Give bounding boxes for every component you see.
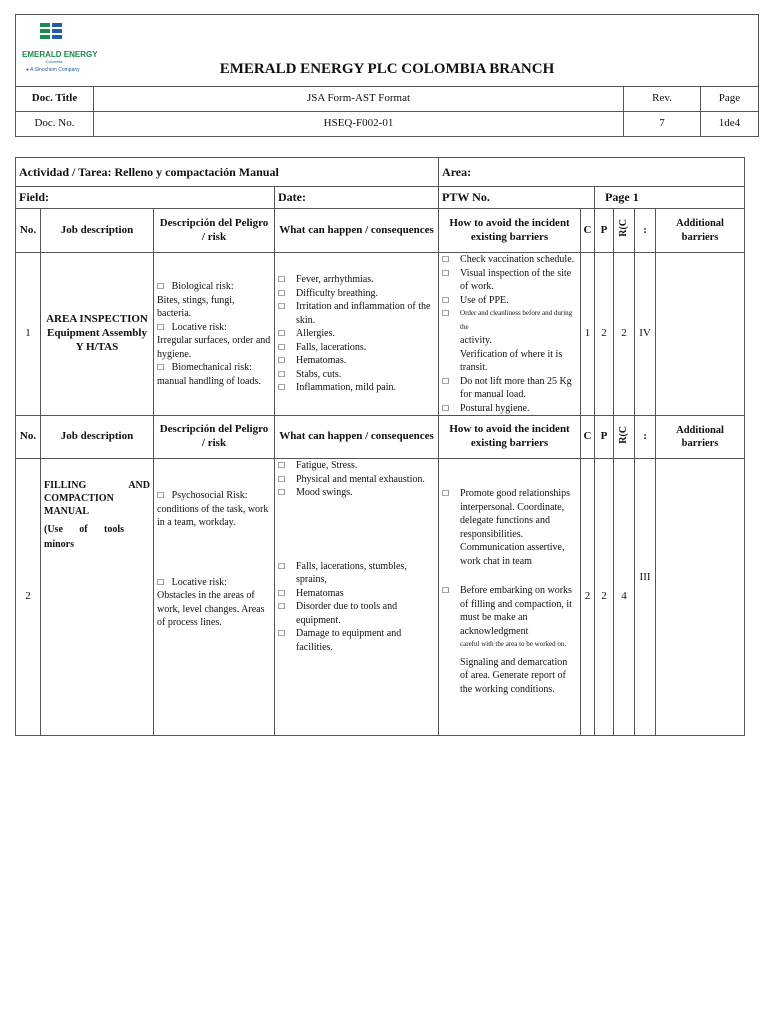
col-job: Job description <box>41 416 154 459</box>
col-avoid: How to avoid the incident existing barriers <box>439 209 581 253</box>
consequence-item: ☐ Difficulty breathing. <box>278 287 435 301</box>
page-label: Page <box>701 87 759 112</box>
hazard-item <box>157 361 271 388</box>
checkbox-icon: ☐ <box>157 577 165 587</box>
page-value: 1de4 <box>701 112 759 137</box>
column-header-row <box>16 416 745 459</box>
barrier-cont: activity. <box>460 335 492 346</box>
col-no: No. <box>16 416 41 459</box>
doc-no-label: Doc. No. <box>16 112 94 137</box>
col-consequences: What can happen / consequences <box>275 416 439 459</box>
checkbox-icon: ☐ <box>157 491 165 500</box>
row2-job-sub: (Use of tools minors <box>44 524 124 550</box>
barrier-item: ☐ Promote good relationships interpersonal. Coordinate, delegate functions and responsibilities. Communication assertive, work chat in team <box>442 487 577 568</box>
row2-level: III <box>635 459 656 736</box>
table-row <box>16 253 745 416</box>
activity-cell: Actividad / Tarea: Relleno y compactación Manual <box>16 158 439 187</box>
row2-no: 2 <box>16 459 41 736</box>
row1-level: IV <box>635 253 656 416</box>
consequence-item: ☐ Mood swings. <box>278 486 435 500</box>
col-p: P <box>595 416 614 459</box>
hazard-text: Irregular surfaces, order and hygiene. <box>157 335 271 360</box>
logo-company-text: A Sinochem Company <box>30 66 80 73</box>
checkbox-icon: ☐ <box>157 363 165 372</box>
row2-additional <box>656 459 745 736</box>
col-hazard: Descripción del Peligro / risk <box>154 209 275 253</box>
consequence-item: ☐ Irritation and inflammation of the skin. <box>278 300 435 327</box>
col-job: Job description <box>41 209 154 253</box>
consequence-item: ☐ Physical and mental exhaustion. <box>278 473 435 487</box>
barrier-cont: Signaling and demarcation of area. Generate report of the working conditions. <box>460 656 568 695</box>
date-cell: Date: <box>275 187 439 209</box>
row1-consequences <box>275 253 439 416</box>
column-header-row <box>16 209 745 253</box>
row2-p: 2 <box>595 459 614 736</box>
consequence-item: ☐ Disorder due to tools and equipment. <box>278 600 435 627</box>
row1-c: 1 <box>581 253 595 416</box>
row1-additional <box>656 253 745 416</box>
row2-barriers <box>439 459 581 736</box>
checkbox-icon: ☐ <box>157 282 165 291</box>
barrier-item: ☐ Do not lift more than 25 Kg for manual load. <box>442 375 577 402</box>
doc-no-value: HSEQ-F002-01 <box>94 112 624 137</box>
row1-job-line: Y H/TAS <box>75 340 119 353</box>
consequence-item: ☐ Allergies. <box>278 327 435 341</box>
barrier-item: ☐ Visual inspection of the site of work. <box>442 267 577 294</box>
barrier-small: careful with the area to be worked on. <box>460 640 567 648</box>
barrier-item: ☐ Postural hygiene. <box>442 402 577 416</box>
row2-job <box>41 459 154 736</box>
drop-icon: ● <box>26 66 30 73</box>
hazard-item <box>157 321 271 362</box>
row2-c: 2 <box>581 459 595 736</box>
hazard-text: Bites, stings, fungi, bacteria. <box>157 294 235 319</box>
barrier-item: ☐ Before embarking on works of filling and compaction, it must be make an acknowledgment <box>442 584 577 638</box>
row1-job <box>41 253 154 416</box>
hazard-label: Locative risk: <box>171 321 227 333</box>
row2-hazards <box>154 459 275 736</box>
hazard-item <box>157 280 271 321</box>
hazard-text: manual handling of loads. <box>157 375 261 387</box>
barrier-item: ☐ Check vaccination schedule. <box>442 253 577 267</box>
logo-text: EMERALD ENERGY <box>22 49 98 59</box>
doc-title-value: JSA Form-AST Format <box>94 87 624 112</box>
logo-bars-icon <box>22 21 102 43</box>
hazard-label: Biological risk: <box>171 281 234 292</box>
row2-consequences <box>275 459 439 736</box>
consequence-item: ☐ Inflammation, mild pain. <box>278 381 435 395</box>
col-additional: Additional barriers <box>656 416 745 459</box>
jsa-table <box>15 157 745 736</box>
consequence-item: ☐ Fever, arrhythmias. <box>278 273 435 287</box>
col-r-label: R(C <box>617 219 629 238</box>
ptw-cell: PTW No. <box>439 187 595 209</box>
hazard-text: Obstacles in the areas of work, level changes. Areas of process lines. <box>157 590 265 628</box>
col-p: P <box>595 209 614 253</box>
row1-p: 2 <box>595 253 614 416</box>
consequence-item: ☐ Fatigue, Stress. <box>278 459 435 473</box>
col-c: C <box>581 209 595 253</box>
col-avoid: How to avoid the incident existing barriers <box>439 416 581 459</box>
hazard-item <box>157 489 271 530</box>
consequence-item: ☐ Hematomas. <box>278 354 435 368</box>
hazard-label: Psychosocial Risk: <box>171 490 248 501</box>
table-row <box>16 459 745 736</box>
row1-barriers <box>439 253 581 416</box>
area-cell: Area: <box>439 158 745 187</box>
page-title: EMERALD ENERGY PLC COLOMBIA BRANCH <box>219 61 555 77</box>
row1-job-line: Equipment Assembly <box>47 327 147 340</box>
col-r <box>614 209 635 253</box>
consequence-item: ☐ Falls, lacerations. <box>278 341 435 355</box>
rev-label: Rev. <box>624 87 701 112</box>
page-cell: Page 1 <box>595 187 745 209</box>
row1-job-line: AREA INSPECTION <box>46 313 148 326</box>
col-additional: Additional barriers <box>656 209 745 253</box>
row2-job-title: FILLING AND COMPACTION MANUAL <box>44 480 150 517</box>
col-no: No. <box>16 209 41 253</box>
col-hazard: Descripción del Peligro / risk <box>154 416 275 459</box>
header-title-cell <box>16 15 759 87</box>
hazard-item <box>157 576 271 630</box>
row1-r: 2 <box>614 253 635 416</box>
field-cell: Field: <box>16 187 275 209</box>
hazard-label: Biomechanical risk: <box>171 362 252 373</box>
consequence-item: ☐ Hematomas <box>278 587 435 601</box>
consequence-item: ☐ Damage to equipment and facilities. <box>278 627 435 654</box>
col-consequences: What can happen / consequences <box>275 209 439 253</box>
col-c: C <box>581 416 595 459</box>
rev-value: 7 <box>624 112 701 137</box>
hazard-text: conditions of the task, work in a team, workday. <box>157 503 269 528</box>
col-r <box>614 416 635 459</box>
barrier-item: ☐ Use of PPE. <box>442 294 577 308</box>
barrier-item: ☐ Order and cleanliness before and during the <box>442 307 577 334</box>
logo-sub: Colombia <box>45 58 63 64</box>
consequence-item: ☐ Stabs, cuts. <box>278 368 435 382</box>
col-r-label: R(C <box>617 425 629 444</box>
col-extra: : <box>635 209 656 253</box>
checkbox-icon: ☐ <box>157 322 165 332</box>
row1-no: 1 <box>16 253 41 416</box>
col-extra: : <box>635 416 656 459</box>
barrier-cont: Verification of where it is transit. <box>460 348 563 373</box>
header-table <box>15 14 759 137</box>
consequence-item: ☐ Falls, lacerations, stumbles, sprains, <box>278 560 435 587</box>
row2-r: 4 <box>614 459 635 736</box>
hazard-label: Locative risk: <box>171 576 227 588</box>
row1-hazards <box>154 253 275 416</box>
doc-title-label: Doc. Title <box>16 87 94 112</box>
